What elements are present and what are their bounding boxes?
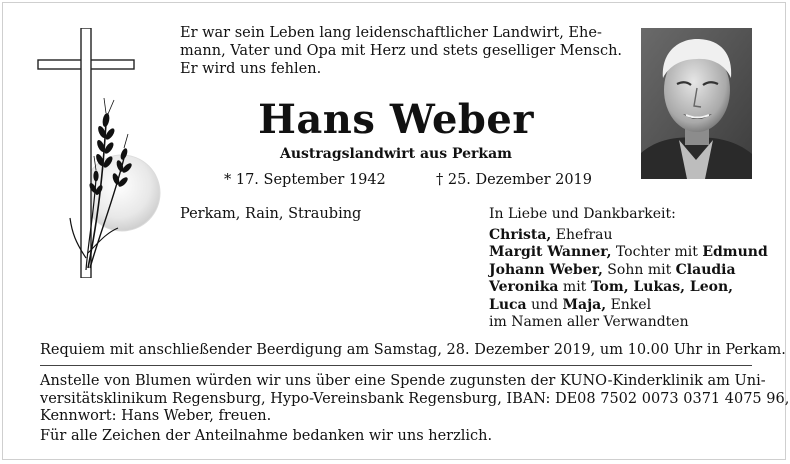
deceased-name: Hans Weber	[258, 96, 534, 143]
mourner-line: Johann Weber, Sohn mit Claudia	[489, 261, 736, 278]
intro-line-2: mann, Vater und Opa mit Herz und stets geselliger Mensch.	[180, 43, 623, 59]
mourners-heading: In Liebe und Dankbarkeit:	[489, 206, 676, 222]
divider	[40, 365, 752, 366]
intro-line-3: Er wird uns fehlen.	[180, 61, 322, 77]
donation-line-3: Kennwort: Hans Weber, freuen.	[40, 408, 272, 424]
thanks-note: Für alle Zeichen der Anteilnahme bedanken wir uns herzlich.	[40, 428, 493, 444]
donation-notice	[40, 373, 790, 426]
mourner-line: Margit Wanner, Tochter mit Edmund	[489, 244, 768, 260]
donation-line-1: Anstelle von Blumen würden wir uns über eine Spende zugunsten der KUNO-Kinderklinik am Uni-	[40, 373, 766, 389]
intro-text	[180, 24, 623, 78]
deceased-occupation: Austragslandwirt aus Perkam	[280, 146, 512, 162]
mourner-line: Christa, Ehefrau	[489, 226, 613, 243]
mourner-line: Veronika mit Tom, Lukas, Leon,	[489, 279, 734, 295]
donation-line-2: versitätsklinikum Regensburg, Hypo-Vereinsbank Regensburg, IBAN: DE08 7502 0073 0371 4075 96,	[40, 390, 790, 407]
mourner-line: Luca und Maja, Enkel	[489, 296, 652, 313]
mourners-list	[489, 206, 768, 332]
places-of-residence: Perkam, Rain, Straubing	[180, 206, 362, 222]
birth-date: * 17. September 1942	[224, 172, 386, 188]
intro-line-1: Er war sein Leben lang leidenschaftlicher Landwirt, Ehe-	[180, 25, 602, 41]
mourner-line: im Namen aller Verwandten	[489, 314, 689, 330]
portrait-photo	[641, 28, 752, 179]
requiem-notice: Requiem mit anschließender Beerdigung am Samstag, 28. Dezember 2019, um 10.00 Uhr in Perkam.	[40, 342, 786, 358]
cross-with-wheat-icon	[36, 28, 166, 278]
death-date: † 25. Dezember 2019	[436, 172, 593, 188]
